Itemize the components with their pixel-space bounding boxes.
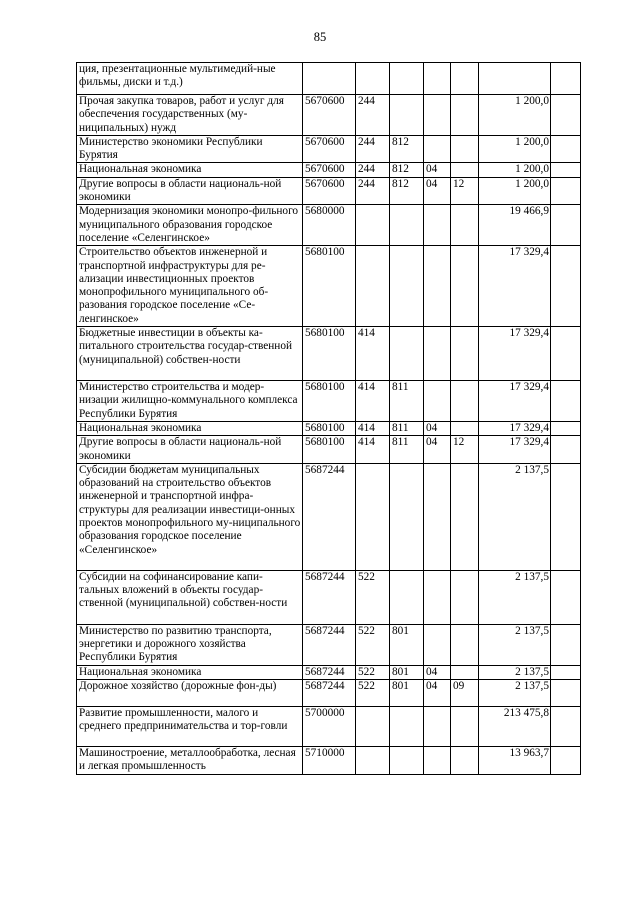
- row-name-cell: Министерство строительства и модер-низации жилищно-коммунального комплекса Республики Бурятия: [77, 381, 303, 422]
- row-vr-cell: 244: [356, 95, 390, 136]
- table-row: [77, 463, 581, 570]
- row-sum-cell: 2 137,5: [479, 680, 551, 707]
- row-pr-cell: [451, 421, 479, 435]
- row-csr-cell: 5687244: [303, 570, 356, 624]
- page-number: 85: [313, 30, 327, 44]
- row-extra-cell: [551, 665, 581, 679]
- row-pr-cell: [451, 463, 479, 570]
- row-vr-cell: 244: [356, 163, 390, 177]
- row-csr-cell: 5670600: [303, 177, 356, 205]
- row-vr-cell: 522: [356, 665, 390, 679]
- row-vr-cell: [356, 205, 390, 246]
- row-vr-cell: 522: [356, 570, 390, 624]
- row-pr-cell: [451, 381, 479, 422]
- row-pr-cell: [451, 163, 479, 177]
- row-extra-cell: [551, 381, 581, 422]
- table-row: [77, 747, 581, 775]
- row-csr-cell: 5687244: [303, 680, 356, 707]
- row-rz-cell: [424, 246, 451, 327]
- table-row: [77, 680, 581, 707]
- row-grbs-cell: 812: [390, 135, 424, 163]
- row-csr-cell: 5680000: [303, 205, 356, 246]
- row-rz-cell: [424, 381, 451, 422]
- row-extra-cell: [551, 436, 581, 464]
- row-vr-cell: [356, 747, 390, 775]
- row-vr-cell: 522: [356, 624, 390, 665]
- row-name-cell: Другие вопросы в области националь-ной экономики: [77, 177, 303, 205]
- table-row: [77, 163, 581, 177]
- row-vr-cell: 414: [356, 421, 390, 435]
- row-name-cell: Национальная экономика: [77, 665, 303, 679]
- row-rz-cell: 04: [424, 665, 451, 679]
- row-extra-cell: [551, 327, 581, 381]
- row-name-cell: Бюджетные инвестиции в объекты ка-питального строительства государ-ственной (муниципальной) собствен-ности: [77, 327, 303, 381]
- table-row: [77, 665, 581, 679]
- row-vr-cell: 414: [356, 381, 390, 422]
- row-name-cell: Прочая закупка товаров, работ и услуг для обеспечения государственных (му-ниципальных) нужд: [77, 95, 303, 136]
- budget-table-body: [77, 63, 581, 775]
- row-name-cell: Развитие промышленности, малого и среднего предпринимательства и тор-говли: [77, 707, 303, 747]
- row-vr-cell: [356, 707, 390, 747]
- row-rz-cell: 04: [424, 680, 451, 707]
- row-name-cell: Министерство экономики Республики Бурятия: [77, 135, 303, 163]
- row-grbs-cell: 812: [390, 163, 424, 177]
- row-name-cell: Машиностроение, металлообработка, лесная и легкая промышленность: [77, 747, 303, 775]
- row-pr-cell: 12: [451, 436, 479, 464]
- table-row: [77, 624, 581, 665]
- row-rz-cell: 04: [424, 421, 451, 435]
- row-pr-cell: [451, 327, 479, 381]
- row-pr-cell: [451, 570, 479, 624]
- table-row: [77, 63, 581, 95]
- row-pr-cell: [451, 135, 479, 163]
- row-csr-cell: 5670600: [303, 163, 356, 177]
- table-row: [77, 205, 581, 246]
- row-vr-cell: [356, 246, 390, 327]
- row-name-cell: Национальная экономика: [77, 163, 303, 177]
- row-rz-cell: [424, 707, 451, 747]
- row-extra-cell: [551, 63, 581, 95]
- row-pr-cell: [451, 665, 479, 679]
- row-grbs-cell: 801: [390, 624, 424, 665]
- row-csr-cell: 5670600: [303, 135, 356, 163]
- row-grbs-cell: 811: [390, 381, 424, 422]
- table-row: [77, 381, 581, 422]
- table-row: [77, 177, 581, 205]
- row-pr-cell: [451, 707, 479, 747]
- row-csr-cell: 5700000: [303, 707, 356, 747]
- row-grbs-cell: [390, 570, 424, 624]
- row-grbs-cell: 812: [390, 177, 424, 205]
- row-pr-cell: 12: [451, 177, 479, 205]
- row-sum-cell: 1 200,0: [479, 163, 551, 177]
- row-vr-cell: 414: [356, 327, 390, 381]
- row-sum-cell: 19 466,9: [479, 205, 551, 246]
- row-grbs-cell: [390, 205, 424, 246]
- row-csr-cell: 5710000: [303, 747, 356, 775]
- table-row: [77, 707, 581, 747]
- row-csr-cell: 5687244: [303, 665, 356, 679]
- row-rz-cell: 04: [424, 436, 451, 464]
- row-csr-cell: 5680100: [303, 246, 356, 327]
- row-sum-cell: 2 137,5: [479, 624, 551, 665]
- row-rz-cell: [424, 63, 451, 95]
- row-rz-cell: [424, 747, 451, 775]
- table-row: [77, 436, 581, 464]
- row-extra-cell: [551, 246, 581, 327]
- row-csr-cell: 5680100: [303, 421, 356, 435]
- row-extra-cell: [551, 680, 581, 707]
- row-extra-cell: [551, 205, 581, 246]
- row-rz-cell: [424, 570, 451, 624]
- row-grbs-cell: [390, 463, 424, 570]
- row-grbs-cell: 801: [390, 665, 424, 679]
- row-grbs-cell: [390, 95, 424, 136]
- row-rz-cell: [424, 95, 451, 136]
- row-rz-cell: [424, 205, 451, 246]
- row-vr-cell: 244: [356, 135, 390, 163]
- row-grbs-cell: [390, 63, 424, 95]
- row-rz-cell: 04: [424, 163, 451, 177]
- row-rz-cell: [424, 463, 451, 570]
- row-name-cell: Субсидии бюджетам муниципальных образований на строительство объектов инженерной и транспортной инфра-структуры для реализации инвестици-онных проектов монопрофильного му-ниципального образования городское поселение «Селенгинское»: [77, 463, 303, 570]
- row-name-cell: Дорожное хозяйство (дорожные фон-ды): [77, 680, 303, 707]
- row-name-cell: Строительство объектов инженерной и транспортной инфраструктуры для ре-ализации инвестиционных проектов монопрофильного муниципального об-разования городское поселение «Се-ленгинское»: [77, 246, 303, 327]
- row-rz-cell: [424, 624, 451, 665]
- row-csr-cell: 5687244: [303, 463, 356, 570]
- row-extra-cell: [551, 135, 581, 163]
- row-csr-cell: 5680100: [303, 327, 356, 381]
- row-csr-cell: 5687244: [303, 624, 356, 665]
- row-csr-cell: 5680100: [303, 436, 356, 464]
- budget-table: [76, 62, 581, 775]
- row-grbs-cell: [390, 246, 424, 327]
- row-name-cell: Модернизация экономики монопро-фильного муниципального образования городское поселение «Селенгинское»: [77, 205, 303, 246]
- row-name-cell: ция, презентационные мультимедий-ные фильмы, диски и т.д.): [77, 63, 303, 95]
- table-row: [77, 327, 581, 381]
- row-pr-cell: [451, 747, 479, 775]
- row-pr-cell: [451, 95, 479, 136]
- row-extra-cell: [551, 624, 581, 665]
- row-grbs-cell: 811: [390, 436, 424, 464]
- row-grbs-cell: 801: [390, 680, 424, 707]
- row-pr-cell: 09: [451, 680, 479, 707]
- row-extra-cell: [551, 570, 581, 624]
- row-extra-cell: [551, 463, 581, 570]
- row-grbs-cell: [390, 707, 424, 747]
- row-vr-cell: 522: [356, 680, 390, 707]
- row-csr-cell: 5670600: [303, 95, 356, 136]
- row-name-cell: Другие вопросы в области националь-ной экономики: [77, 436, 303, 464]
- row-csr-cell: 5680100: [303, 381, 356, 422]
- row-pr-cell: [451, 246, 479, 327]
- row-name-cell: Субсидии на софинансирование капи-тальных вложений в объекты государ-ственной (муниципальной) собствен-ности: [77, 570, 303, 624]
- row-vr-cell: [356, 63, 390, 95]
- row-extra-cell: [551, 747, 581, 775]
- row-rz-cell: [424, 135, 451, 163]
- row-extra-cell: [551, 163, 581, 177]
- row-sum-cell: 17 329,4: [479, 246, 551, 327]
- row-rz-cell: 04: [424, 177, 451, 205]
- row-sum-cell: 17 329,4: [479, 436, 551, 464]
- row-sum-cell: 2 137,5: [479, 463, 551, 570]
- row-vr-cell: 414: [356, 436, 390, 464]
- row-sum-cell: 213 475,8: [479, 707, 551, 747]
- row-rz-cell: [424, 327, 451, 381]
- row-csr-cell: [303, 63, 356, 95]
- row-sum-cell: 17 329,4: [479, 381, 551, 422]
- row-name-cell: Национальная экономика: [77, 421, 303, 435]
- row-extra-cell: [551, 177, 581, 205]
- table-row: [77, 570, 581, 624]
- row-name-cell: Министерство по развитию транспорта, энергетики и дорожного хозяйства Республики Бурятия: [77, 624, 303, 665]
- row-pr-cell: [451, 205, 479, 246]
- table-row: [77, 135, 581, 163]
- row-pr-cell: [451, 63, 479, 95]
- row-sum-cell: 13 963,7: [479, 747, 551, 775]
- row-sum-cell: 1 200,0: [479, 95, 551, 136]
- row-grbs-cell: 811: [390, 421, 424, 435]
- row-sum-cell: 17 329,4: [479, 421, 551, 435]
- row-vr-cell: 244: [356, 177, 390, 205]
- row-sum-cell: 1 200,0: [479, 177, 551, 205]
- table-row: [77, 246, 581, 327]
- row-grbs-cell: [390, 327, 424, 381]
- row-sum-cell: 1 200,0: [479, 135, 551, 163]
- row-sum-cell: 2 137,5: [479, 570, 551, 624]
- row-sum-cell: [479, 63, 551, 95]
- row-sum-cell: 2 137,5: [479, 665, 551, 679]
- row-extra-cell: [551, 95, 581, 136]
- row-sum-cell: 17 329,4: [479, 327, 551, 381]
- row-vr-cell: [356, 463, 390, 570]
- row-grbs-cell: [390, 747, 424, 775]
- table-row: [77, 421, 581, 435]
- row-extra-cell: [551, 707, 581, 747]
- table-row: [77, 95, 581, 136]
- row-pr-cell: [451, 624, 479, 665]
- row-extra-cell: [551, 421, 581, 435]
